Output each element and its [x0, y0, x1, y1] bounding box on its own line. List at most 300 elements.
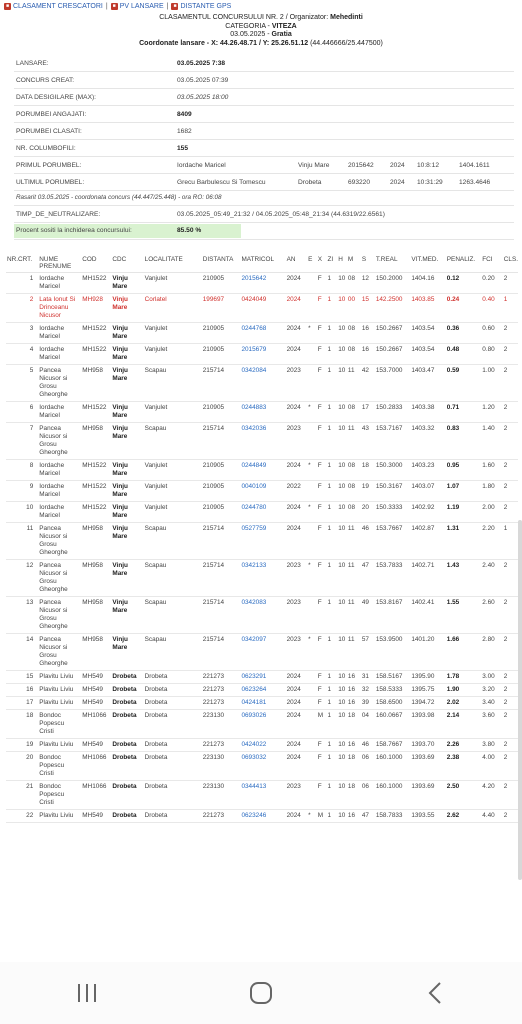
club-name: Vinju Mare	[111, 402, 143, 423]
penalty: 0.12	[446, 273, 481, 294]
ring-number-link[interactable]: 0344413	[240, 781, 285, 810]
year: 2024	[286, 739, 308, 752]
info-procent: Procent sositi la inchiderea concursului: 85.50 %	[14, 223, 514, 240]
club-name: Drobeta	[111, 697, 143, 710]
ring-number-link[interactable]: 0342083	[240, 597, 285, 634]
year: 2023	[286, 634, 308, 671]
row-number: 14	[6, 634, 38, 671]
day: 1	[326, 810, 337, 823]
day: 1	[326, 294, 337, 323]
owner-code: MH958	[81, 560, 111, 597]
minute: 16	[347, 684, 361, 697]
year: 2024	[286, 344, 308, 365]
sex: F	[317, 294, 327, 323]
hour: 10	[337, 684, 347, 697]
table-row	[6, 273, 518, 294]
club-name: Vinju Mare	[111, 273, 143, 294]
second: 20	[361, 502, 375, 523]
hour: 10	[337, 273, 347, 294]
fci-coefficient: 4.40	[481, 810, 503, 823]
hour: 10	[337, 781, 347, 810]
sex: F	[317, 752, 327, 781]
fci-coefficient: 0.60	[481, 323, 503, 344]
minute: 11	[347, 423, 361, 460]
ring-number-link[interactable]: 0623264	[240, 684, 285, 697]
hour: 10	[337, 460, 347, 481]
locality: Scapau	[144, 365, 202, 402]
distance: 210905	[202, 502, 241, 523]
owner-name: Iordache Maricel	[38, 344, 81, 365]
hour: 10	[337, 597, 347, 634]
row-number: 11	[6, 523, 38, 560]
owner-name: Plavitu Liviu	[38, 671, 81, 684]
locality: Scapau	[144, 523, 202, 560]
owner-name: Iordache Maricel	[38, 481, 81, 502]
speed: 1403.85	[410, 294, 445, 323]
locality: Corlatel	[144, 294, 202, 323]
distance: 221273	[202, 810, 241, 823]
locality: Drobeta	[144, 697, 202, 710]
flight-time: 142.2500	[375, 294, 410, 323]
ring-number-link[interactable]: 0623246	[240, 810, 285, 823]
hour: 10	[337, 423, 347, 460]
table-row	[6, 810, 518, 823]
mark	[307, 365, 317, 402]
distance: 221273	[202, 671, 241, 684]
owner-name: Pancea Nicusor si Grosu Gheorghe	[38, 597, 81, 634]
minute: 08	[347, 502, 361, 523]
fci-coefficient: 1.80	[481, 481, 503, 502]
penalty: 0.24	[446, 294, 481, 323]
column-header: T.REAL	[375, 254, 410, 273]
day: 1	[326, 697, 337, 710]
locality: Vanjulet	[144, 273, 202, 294]
penalty: 2.62	[446, 810, 481, 823]
fci-coefficient: 4.00	[481, 752, 503, 781]
owner-name: Plavitu Liviu	[38, 810, 81, 823]
header-line-3: 03.05.2025 - Gratia	[230, 31, 292, 38]
day: 1	[326, 344, 337, 365]
year: 2024	[286, 294, 308, 323]
hour: 10	[337, 323, 347, 344]
sex: F	[317, 781, 327, 810]
nav-distante-gps[interactable]: ■ DISTANTE GPS	[173, 2, 232, 10]
recents-button[interactable]	[67, 978, 107, 1008]
second: 12	[361, 273, 375, 294]
speed: 1402.92	[410, 502, 445, 523]
club-name: Drobeta	[111, 710, 143, 739]
minute: 00	[347, 294, 361, 323]
nav-pv-lansare[interactable]: ■ PV LANSARE	[112, 2, 164, 10]
column-header: ZI	[326, 254, 337, 273]
row-number: 21	[6, 781, 38, 810]
locality: Vanjulet	[144, 402, 202, 423]
mark	[307, 697, 317, 710]
penalty: 2.02	[446, 697, 481, 710]
penalty: 0.36	[446, 323, 481, 344]
distance: 215714	[202, 365, 241, 402]
scroll-edge	[518, 520, 522, 880]
column-header: CLS.	[503, 254, 518, 273]
distance: 215714	[202, 560, 241, 597]
sex: M	[317, 810, 327, 823]
sex: F	[317, 739, 327, 752]
club-name: Vinju Mare	[111, 460, 143, 481]
locality: Drobeta	[144, 671, 202, 684]
speed: 1393.98	[410, 710, 445, 739]
mark: *	[307, 402, 317, 423]
owner-code: MH958	[81, 523, 111, 560]
class: 2	[503, 273, 518, 294]
speed: 1403.32	[410, 423, 445, 460]
day: 1	[326, 752, 337, 781]
sex: F	[317, 323, 327, 344]
club-name: Vinju Mare	[111, 523, 143, 560]
info-neutralizare: TIMP_DE_NEUTRALIZARE: 03.05.2025_05:49_21:32 / 04.05.2025_05:48_21:34 (44.6319/22.6561)	[14, 206, 514, 223]
second: 18	[361, 460, 375, 481]
ring-number-link[interactable]: 0342133	[240, 560, 285, 597]
hour: 10	[337, 634, 347, 671]
hour: 10	[337, 344, 347, 365]
fci-coefficient: 0.80	[481, 344, 503, 365]
class: 2	[503, 560, 518, 597]
day: 1	[326, 634, 337, 671]
club-name: Drobeta	[111, 781, 143, 810]
distance: 223130	[202, 752, 241, 781]
year: 2024	[286, 752, 308, 781]
class: 2	[503, 597, 518, 634]
locality: Scapau	[144, 423, 202, 460]
second: 46	[361, 739, 375, 752]
ring-number-link[interactable]: 2015679	[240, 344, 285, 365]
speed: 1403.54	[410, 323, 445, 344]
mark	[307, 597, 317, 634]
info-concurs-creat: CONCURS CREAT: 03.05.2025 07:39	[14, 72, 514, 89]
header-coords: Coordonate lansare - X: 44.26.48.71 / Y: 25.26.51.12 (44.446666/25.447500)	[139, 39, 383, 47]
speed: 1395.90	[410, 671, 445, 684]
year: 2024	[286, 684, 308, 697]
column-header: S	[361, 254, 375, 273]
owner-code: MH1066	[81, 752, 111, 781]
sex: F	[317, 634, 327, 671]
ring-number-link[interactable]: 0040109	[240, 481, 285, 502]
hour: 10	[337, 502, 347, 523]
table-row	[6, 344, 518, 365]
minute: 16	[347, 697, 361, 710]
ring-number-link[interactable]: 0424049	[240, 294, 285, 323]
speed: 1401.20	[410, 634, 445, 671]
column-header: NUME PRENUME	[38, 254, 81, 273]
class: 2	[503, 810, 518, 823]
second: 16	[361, 344, 375, 365]
owner-name: Iordache Maricel	[38, 323, 81, 344]
table-row	[6, 684, 518, 697]
locality: Drobeta	[144, 684, 202, 697]
row-number: 10	[6, 502, 38, 523]
table-row	[6, 365, 518, 402]
locality: Vanjulet	[144, 323, 202, 344]
sex: F	[317, 423, 327, 460]
owner-code: MH549	[81, 671, 111, 684]
distance: 215714	[202, 523, 241, 560]
owner-name: Iordache Maricel	[38, 402, 81, 423]
mark	[307, 710, 317, 739]
sex: F	[317, 402, 327, 423]
day: 1	[326, 402, 337, 423]
row-number: 5	[6, 365, 38, 402]
flight-time: 150.2000	[375, 273, 410, 294]
penalty: 0.59	[446, 365, 481, 402]
minute: 11	[347, 523, 361, 560]
minute: 08	[347, 460, 361, 481]
speed: 1404.16	[410, 273, 445, 294]
mark	[307, 294, 317, 323]
mark	[307, 752, 317, 781]
year: 2024	[286, 460, 308, 481]
penalty: 1.31	[446, 523, 481, 560]
column-header: H	[337, 254, 347, 273]
second: 06	[361, 752, 375, 781]
class: 1	[503, 523, 518, 560]
distance: 215714	[202, 423, 241, 460]
row-number: 19	[6, 739, 38, 752]
class: 2	[503, 402, 518, 423]
owner-name: Bondoc Popescu Cristi	[38, 752, 81, 781]
penalty: 1.55	[446, 597, 481, 634]
row-number: 6	[6, 402, 38, 423]
fci-coefficient: 0.20	[481, 273, 503, 294]
locality: Vanjulet	[144, 502, 202, 523]
locality: Drobeta	[144, 781, 202, 810]
penalty: 0.48	[446, 344, 481, 365]
ring-number-link[interactable]: 0424181	[240, 697, 285, 710]
club-name: Vinju Mare	[111, 365, 143, 402]
ring-number-link[interactable]: 0623291	[240, 671, 285, 684]
second: 39	[361, 697, 375, 710]
second: 17	[361, 402, 375, 423]
locality: Vanjulet	[144, 344, 202, 365]
owner-name: Pancea Nicusor si Grosu Gheorghe	[38, 560, 81, 597]
ring-number-link[interactable]: 0693032	[240, 752, 285, 781]
fci-coefficient: 1.40	[481, 423, 503, 460]
owner-code: MH1522	[81, 502, 111, 523]
row-number: 1	[6, 273, 38, 294]
sex: F	[317, 273, 327, 294]
ring-number-link[interactable]: 0244768	[240, 323, 285, 344]
flight-time: 153.7833	[375, 560, 410, 597]
second: 16	[361, 323, 375, 344]
day: 1	[326, 684, 337, 697]
fci-coefficient: 1.00	[481, 365, 503, 402]
distance: 210905	[202, 402, 241, 423]
club-name: Vinju Mare	[111, 323, 143, 344]
fci-coefficient: 2.40	[481, 560, 503, 597]
penalty: 2.50	[446, 781, 481, 810]
day: 1	[326, 502, 337, 523]
owner-name: Pancea Nicusor si Grosu Gheorghe	[38, 523, 81, 560]
club-name: Vinju Mare	[111, 423, 143, 460]
fci-coefficient: 4.20	[481, 781, 503, 810]
table-row	[6, 294, 518, 323]
ring-number-link[interactable]: 2015642	[240, 273, 285, 294]
club-name: Vinju Mare	[111, 344, 143, 365]
sunrise-note: Rasarit 03.05.2025 - coordonata concurs (44.447/25.448) - ora RO: 06:08	[14, 191, 514, 206]
flight-time: 160.1000	[375, 752, 410, 781]
penalty: 1.07	[446, 481, 481, 502]
recents-icon	[76, 983, 98, 1003]
class: 2	[503, 634, 518, 671]
day: 1	[326, 323, 337, 344]
sex: M	[317, 710, 327, 739]
sex: F	[317, 460, 327, 481]
second: 06	[361, 781, 375, 810]
table-row	[6, 781, 518, 810]
distance: 210905	[202, 460, 241, 481]
row-number: 17	[6, 697, 38, 710]
club-name: Drobeta	[111, 752, 143, 781]
column-header: FCI	[481, 254, 503, 273]
year: 2024	[286, 523, 308, 560]
speed: 1403.54	[410, 344, 445, 365]
club-name: Vinju Mare	[111, 294, 143, 323]
owner-name: Plavitu Liviu	[38, 697, 81, 710]
speed: 1403.07	[410, 481, 445, 502]
owner-code: MH1522	[81, 323, 111, 344]
sex: F	[317, 481, 327, 502]
flight-time: 153.8167	[375, 597, 410, 634]
ring-number-link[interactable]: 0342097	[240, 634, 285, 671]
owner-name: Bondoc Popescu Cristi	[38, 781, 81, 810]
flight-time: 150.2667	[375, 344, 410, 365]
minute: 16	[347, 671, 361, 684]
home-button[interactable]	[241, 978, 281, 1008]
fci-coefficient: 3.80	[481, 739, 503, 752]
year: 2023	[286, 597, 308, 634]
flight-time: 160.1000	[375, 781, 410, 810]
info-angajati: PORUMBEI ANGAJATI: 8409	[14, 106, 514, 123]
ring-number-link[interactable]: 0244883	[240, 402, 285, 423]
minute: 11	[347, 634, 361, 671]
column-header: PENALIZ.	[446, 254, 481, 273]
club-name: Drobeta	[111, 684, 143, 697]
hour: 10	[337, 560, 347, 597]
table-body	[6, 273, 518, 823]
day: 1	[326, 460, 337, 481]
day: 1	[326, 423, 337, 460]
table-row	[6, 597, 518, 634]
map-icon: ■	[173, 2, 177, 9]
owner-code: MH1522	[81, 481, 111, 502]
club-name: Vinju Mare	[111, 560, 143, 597]
distance: 210905	[202, 273, 241, 294]
ring-number-link[interactable]: 0693026	[240, 710, 285, 739]
class: 2	[503, 365, 518, 402]
day: 1	[326, 560, 337, 597]
mark	[307, 523, 317, 560]
mark	[307, 481, 317, 502]
speed: 1394.72	[410, 697, 445, 710]
sex: F	[317, 597, 327, 634]
nav-clasament-crescatori[interactable]: ■ CLASAMENT CRESCATORI	[5, 2, 103, 10]
minute: 16	[347, 810, 361, 823]
speed: 1393.69	[410, 781, 445, 810]
minute: 18	[347, 710, 361, 739]
club-name: Vinju Mare	[111, 634, 143, 671]
ring-number-link[interactable]: 0244780	[240, 502, 285, 523]
speed: 1403.47	[410, 365, 445, 402]
mark	[307, 781, 317, 810]
column-header: LOCALITATE	[144, 254, 202, 273]
minute: 11	[347, 365, 361, 402]
minute: 08	[347, 402, 361, 423]
sex: F	[317, 671, 327, 684]
club-name: Drobeta	[111, 739, 143, 752]
sex: F	[317, 502, 327, 523]
distance: 221273	[202, 684, 241, 697]
fci-coefficient: 1.20	[481, 402, 503, 423]
penalty: 1.90	[446, 684, 481, 697]
column-header: NR.CRT.	[6, 254, 38, 273]
day: 1	[326, 365, 337, 402]
club-name: Vinju Mare	[111, 502, 143, 523]
ring-number-link[interactable]: 0342036	[240, 423, 285, 460]
distance: 210905	[202, 323, 241, 344]
column-header: M	[347, 254, 361, 273]
row-number: 15	[6, 671, 38, 684]
year: 2023	[286, 781, 308, 810]
owner-code: MH549	[81, 739, 111, 752]
mark: *	[307, 810, 317, 823]
locality: Vanjulet	[144, 481, 202, 502]
speed: 1393.69	[410, 752, 445, 781]
back-button[interactable]	[415, 978, 455, 1008]
ring-number-link[interactable]: 0424022	[240, 739, 285, 752]
minute: 18	[347, 781, 361, 810]
speed: 1393.70	[410, 739, 445, 752]
minute: 11	[347, 560, 361, 597]
class: 2	[503, 344, 518, 365]
class: 2	[503, 460, 518, 481]
table-row	[6, 402, 518, 423]
mark: *	[307, 502, 317, 523]
sex: F	[317, 523, 327, 560]
second: 47	[361, 560, 375, 597]
results-table	[6, 254, 518, 823]
system-nav-bar	[0, 962, 522, 1024]
ring-number-link[interactable]: 0244849	[240, 460, 285, 481]
table-row	[6, 739, 518, 752]
race-info	[14, 55, 514, 240]
row-number: 22	[6, 810, 38, 823]
ring-number-link[interactable]: 0342084	[240, 365, 285, 402]
penalty: 0.83	[446, 423, 481, 460]
mark	[307, 273, 317, 294]
owner-code: MH549	[81, 697, 111, 710]
column-header: COD	[81, 254, 111, 273]
second: 19	[361, 481, 375, 502]
speed: 1402.87	[410, 523, 445, 560]
owner-name: Pancea Nicusor si Grosu Gheorghe	[38, 634, 81, 671]
class: 2	[503, 323, 518, 344]
club-name: Drobeta	[111, 671, 143, 684]
distance: 215714	[202, 634, 241, 671]
pdf-icon: ■	[112, 2, 116, 9]
row-number: 8	[6, 460, 38, 481]
fci-coefficient: 3.60	[481, 710, 503, 739]
ring-number-link[interactable]: 0527759	[240, 523, 285, 560]
penalty: 0.71	[446, 402, 481, 423]
page-header	[0, 14, 522, 48]
